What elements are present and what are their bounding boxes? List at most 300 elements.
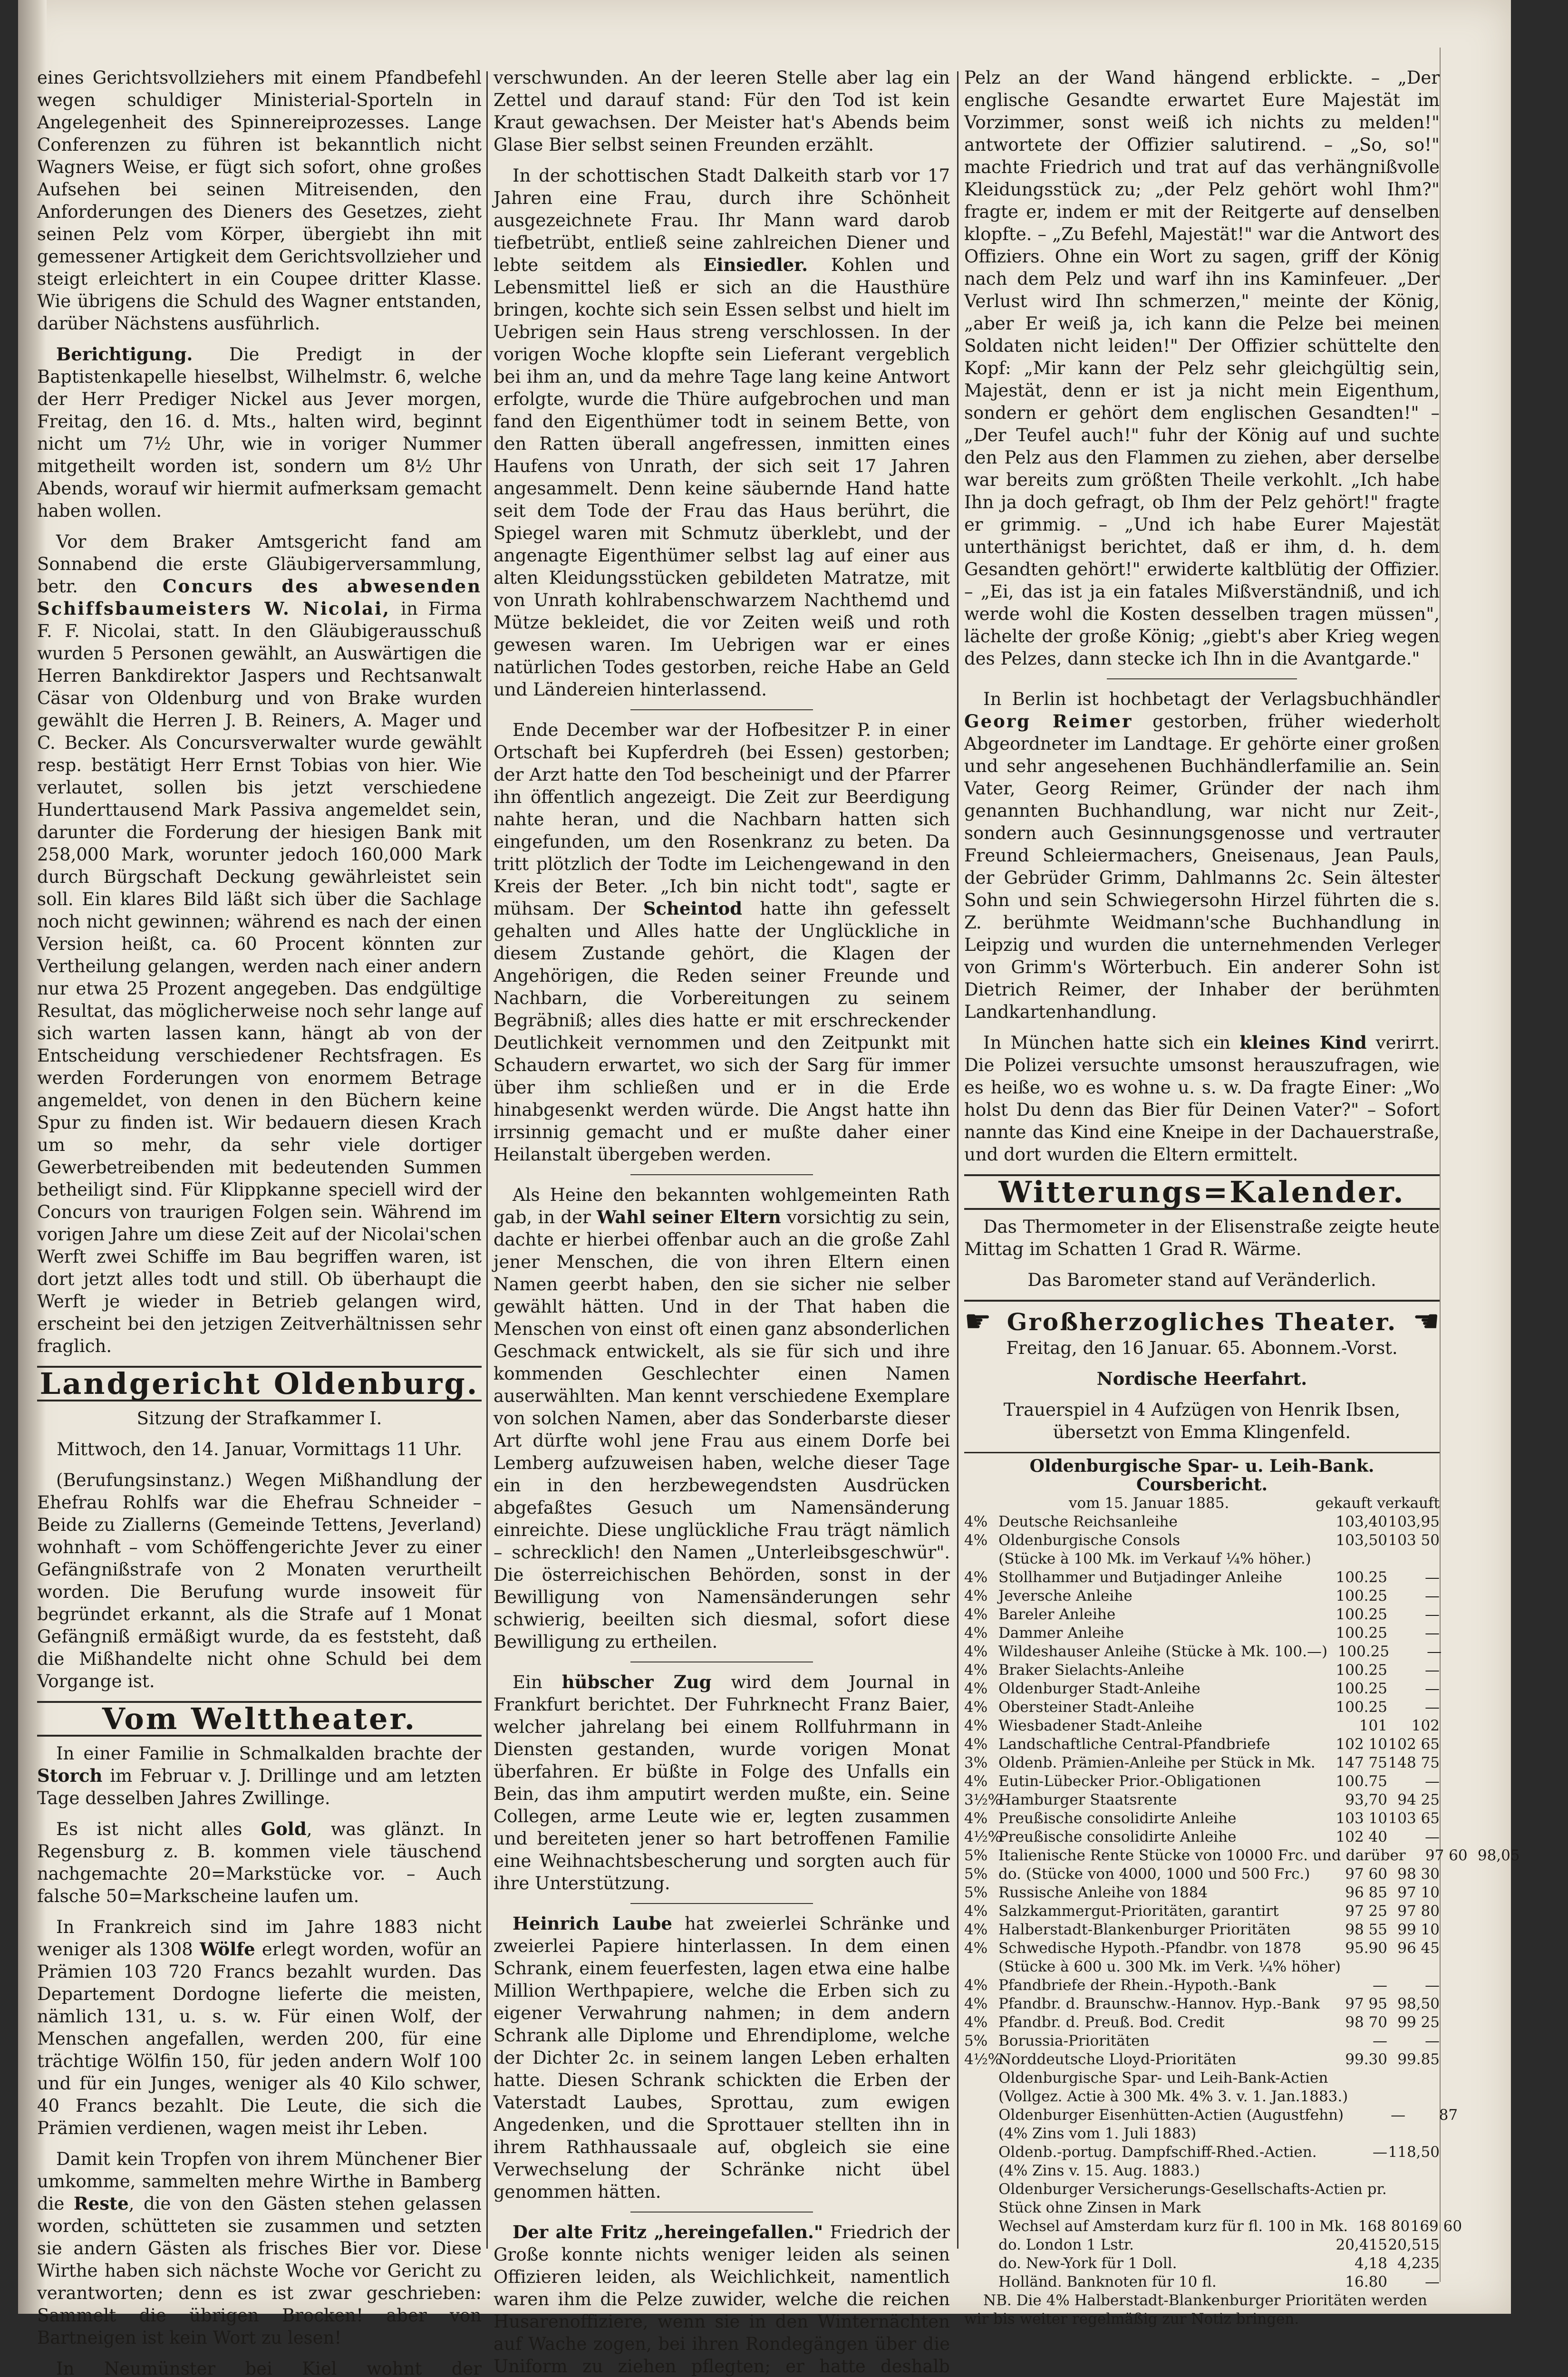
price-buy: 97 25 (1345, 1903, 1387, 1920)
pointing-hand-icon: ☛ (964, 1304, 992, 1339)
column-rule (957, 71, 958, 2249)
price-rate: 4½% (964, 2051, 1002, 2068)
price-rate: 5% (964, 1884, 988, 1901)
price-buy: — (1373, 1977, 1387, 1994)
price-sell: — (1425, 1624, 1440, 1642)
price-sell: 98 30 (1397, 1865, 1440, 1883)
price-row (964, 1884, 1440, 1902)
price-row (964, 1624, 1440, 1643)
price-sell: 118,50 (1388, 2144, 1440, 2161)
price-rate: 3½% (964, 1791, 1002, 1808)
article-bold: Der alte Fritz „hereingefallen." (513, 2222, 823, 2242)
price-buy: 102 10 (1336, 1736, 1387, 1753)
article-bold: Wölfe (199, 1939, 255, 1960)
price-row (964, 2180, 1440, 2199)
price-row (964, 2254, 1440, 2273)
price-name: Oldenburger Stadt-Anleihe (998, 1680, 1200, 1697)
price-sell: 98,50 (1397, 1995, 1440, 2012)
price-rate: 4% (964, 1513, 988, 1530)
price-name: Wiesbadener Stadt-Anleihe (998, 1717, 1202, 1734)
price-list-rows (964, 1513, 1520, 2291)
price-sell: 99.85 (1397, 2051, 1440, 2068)
price-name: Stollhammer und Butjadinger Anleihe (998, 1569, 1282, 1586)
price-list-date: vom 15. Januar 1885. (1069, 1495, 1229, 1512)
price-buy: 100.25 (1336, 1569, 1387, 1586)
price-rate: 4% (964, 1606, 988, 1623)
price-row (964, 2162, 1440, 2180)
price-buy: — (1373, 2032, 1387, 2049)
price-name: Dammer Anleihe (998, 1624, 1124, 1642)
price-name: Oldenb.-portug. Dampfschiff-Rhed.-Actien. (998, 2144, 1317, 2161)
price-sell: 97 10 (1397, 1884, 1440, 1901)
price-name: Stück ohne Zinsen in Mark (998, 2199, 1201, 2216)
article-paragraph (964, 688, 1440, 1023)
price-buy: 147 75 (1336, 1754, 1387, 1771)
price-sell (1390, 2069, 1442, 2087)
theater-play: Nordische Heerfahrt. (1096, 1368, 1307, 1389)
price-buy: 101 (1359, 1717, 1387, 1734)
price-buy (1341, 1958, 1403, 1976)
article-text: In Neumünster bei Kiel wohnt der (56, 2358, 482, 2377)
price-sell (1387, 1550, 1440, 1568)
price-rate (964, 2106, 998, 2125)
price-name: (4% Zins vom 1. Juli 1883) (998, 2125, 1197, 2142)
price-row (964, 1698, 1440, 1717)
price-name: (Stücke à 100 Mk. im Verkauf ¼% höher.) (998, 1550, 1311, 1567)
article-paragraph (494, 1184, 950, 1653)
price-row (964, 1531, 1440, 1550)
article-paragraph: (Berufungsinstanz.) Wegen Mißhandlung der Ehefrau Rohlfs war die Ehefrau Schneider – Beide zu Ziallerns (Gemeinde Tettens, Jeverland) wohnhaft – vom Schöffengerichte Jever zu einer Gefängnißstrafe von 2 Monaten verurtheilt worden. Die Berufung wurde insoweit für begründet erkannt, als die Strafe auf 1 Monat Gefängniß ermäßigt wurde, da es feststeht, daß die Mißhandelte nicht ohne Schuld bei dem Vorgange ist. (37, 1470, 482, 1691)
price-rate (964, 2162, 998, 2180)
article-paragraph (37, 2358, 482, 2377)
price-name: Landschaftliche Central-Pfandbriefe (998, 1736, 1270, 1753)
article-bold: Scheintod (643, 898, 742, 919)
article-paragraph (494, 164, 950, 701)
price-row (964, 1550, 1440, 1568)
price-rate: 4% (964, 2014, 988, 2031)
price-name: Norddeutsche Lloyd-Prioritäten (998, 2051, 1237, 2068)
article-text: Die Predigt in der Baptistenkapelle hieselbst, Wilhelmstr. 6, welche der Herr Prediger Nickel aus Jever morgen, Freitag, den 16. d. Mts., halten wird, beginnt nicht um 7½ Uhr, wie in voriger Nummer mitgetheilt worden ist, sondern um 8½ Uhr Abends, worauf wir hiermit aufmerksam gemacht haben wollen. (37, 344, 482, 521)
price-buy (1326, 2125, 1387, 2143)
column-2 (494, 67, 950, 2377)
price-list-columns: gekauft verkauft (1315, 1495, 1440, 1512)
separator-rule (630, 1903, 813, 1904)
price-sell: 102 65 (1388, 1736, 1440, 1753)
article-paragraph: eines Gerichtsvollziehers mit einem Pfandbefehl wegen schuldiger Ministerial-Sporteln in Angelegenheit des Spinnereiprozesses. Lange Conferenzen zu führen ist bekanntlich nicht Wagners Weise, er fügt sich sofort, ohne großes Aufsehen bei seinen Mitreisenden, den Anforderungen des Dieners des Gesetzes, zieht seinen Pelz vom Körper, übergiebt ihn mit gemessener Artigkeit dem Gerichtsvollzieher und steigt erleichtert in ein Coupee dritter Klasse. Wie übrigens die Schuld des Wagner entstanden, darüber Nächstens ausführlich. (37, 68, 482, 334)
price-name: Braker Sielachts-Anleihe (998, 1662, 1184, 1679)
price-sell: 94 25 (1397, 1791, 1440, 1808)
price-sell (1449, 2180, 1501, 2199)
price-name: do. (Stücke von 4000, 1000 und 500 Frc.) (998, 1865, 1310, 1883)
newspaper-page (18, 0, 1520, 2377)
price-buy: 95.90 (1345, 1940, 1387, 1957)
price-rate: 4% (964, 1699, 988, 1716)
price-sell: 103 65 (1388, 1810, 1440, 1827)
price-sell: — (1425, 2273, 1440, 2290)
price-buy: 103,40 (1336, 1513, 1387, 1530)
price-row (964, 1846, 1520, 1865)
price-buy: 97 60 (1345, 1865, 1387, 1883)
price-name: Wildeshauser Anleihe (Stücke à Mk. 100.—) (998, 1643, 1328, 1660)
price-name: Oldenburger Eisenhütten-Actien (Augustfehn) (998, 2106, 1344, 2124)
price-sell: — (1425, 1699, 1440, 1716)
price-buy: 100.25 (1336, 1699, 1387, 1716)
price-sell: — (1425, 1662, 1440, 1679)
price-row (964, 1939, 1440, 1958)
price-name: Oldenburger Versicherungs-Gesellschafts-Actien pr. (998, 2181, 1387, 2198)
article-bold: Storch (37, 1765, 103, 1786)
price-rate: 4% (964, 1940, 988, 1957)
separator-rule (630, 709, 813, 710)
article-paragraph (37, 1916, 482, 2139)
column-rule (486, 71, 488, 2249)
price-buy: 102 40 (1336, 1828, 1387, 1846)
article-text: Ende December war der Hofbesitzer P. in einer Ortschaft bei Kupferdreh (bei Essen) gestorben; der Arzt hatte den Tod bescheinigt und der Pfarrer ihn öffentlich angezeigt. Die Zeit zur Beerdigung nahte heran, und die Nachbarn hatten sich eingefunden, um den Rosenkranz zu beten. Da tritt plötzlich der Todte im Leichengewand in den Kreis der Beter. „Ich bin nicht todt", sagte er mühsam. Der (494, 720, 950, 919)
price-name: Pfandbriefe der Rhein.-Hypoth.-Bank (998, 1977, 1276, 1994)
price-list-note: NB. Die 4% Halberstadt-Blankenburger Prioritäten werden wir bis weiter regelmäßig zur Notiz bringen. (964, 2292, 1427, 2328)
price-rate (964, 1958, 998, 1976)
price-row (964, 1902, 1440, 1921)
column-3 (964, 67, 1520, 2328)
price-rate: 5% (964, 1847, 988, 1864)
price-name: Obersteiner Stadt-Anleihe (998, 1699, 1194, 1716)
price-rate: 4% (964, 1643, 988, 1660)
price-rate: 5% (964, 2032, 988, 2049)
price-row (964, 2273, 1440, 2291)
section-heading: Witterungs=Kalender. (964, 1174, 1440, 1210)
price-buy: — (1391, 2106, 1406, 2124)
price-sell: 148 75 (1388, 1754, 1440, 1771)
weather-text: Das Thermometer in der Elisenstraße zeigte heute Mittag im Schatten 1 Grad R. Wärme. (964, 1217, 1440, 1259)
price-name: Salzkammergut-Prioritäten, garantirt (998, 1903, 1279, 1920)
price-row (964, 2013, 1440, 2032)
price-name: Italienische Rente Stücke von 10000 Frc. und darüber (998, 1847, 1406, 1864)
article-bold: Wahl seiner Eltern (597, 1207, 781, 1227)
article-bold: Concurs des abwesenden Schiffsbaumeisters W. Nicolai, (37, 576, 482, 619)
price-rate: 4% (964, 1810, 988, 1827)
article-text: Damit kein Tropfen von ihrem Münchener Bier umkomme, sammelten mehre Wirthe in Bamberg die (37, 2149, 482, 2214)
article-text: Vor dem Braker Amtsgericht fand am Sonnabend die erste Gläubigerversammlung, betr. den (37, 531, 482, 597)
article-text: In Berlin ist hochbetagt der Verlagsbuchhändler (983, 689, 1440, 709)
price-sell: — (1425, 1606, 1440, 1623)
price-name: Oldenburgische Consols (998, 1532, 1181, 1549)
price-name: Oldenb. Prämien-Anleihe per Stück in Mk. (998, 1754, 1316, 1771)
price-name: do. London 1 Lstr. (998, 2236, 1134, 2253)
price-buy (1387, 2180, 1449, 2199)
price-sell: — (1425, 1587, 1440, 1604)
theater-header (964, 1306, 1440, 1337)
article-text: Ein (513, 1672, 562, 1692)
article-text: Es ist nicht alles (56, 1819, 261, 1839)
price-sell: 103 50 (1388, 1532, 1440, 1549)
price-row (964, 2217, 1462, 2236)
article-paragraph (37, 1742, 482, 1809)
price-name: Wechsel auf Amsterdam kurz für fl. 100 in Mk. (998, 2218, 1348, 2235)
price-rate: 4% (964, 1903, 988, 1920)
price-sell: 103,95 (1388, 1513, 1440, 1530)
price-name: Schwedische Hypoth.-Pfandbr. von 1878 (998, 1940, 1301, 1957)
article-lead: Berichtigung. (56, 344, 193, 365)
price-sell: 97 80 (1397, 1903, 1440, 1920)
price-buy: 100.25 (1337, 1643, 1390, 1660)
price-row (964, 1643, 1440, 1661)
price-sell: — (1425, 1828, 1440, 1846)
article-bold: Einsiedler. (703, 254, 808, 275)
price-buy: 168 80 (1358, 2218, 1410, 2235)
price-sell: 102 (1411, 1717, 1440, 1734)
price-row (964, 2125, 1440, 2143)
article-paragraph (494, 2221, 950, 2377)
price-rate (964, 2087, 998, 2106)
price-row (964, 2236, 1440, 2254)
price-sell: — (1425, 1773, 1440, 1790)
price-buy: 97 60 (1425, 1847, 1468, 1864)
price-name: Pfandbr. d. Preuß. Bod. Credit (998, 2014, 1225, 2031)
article-paragraph (964, 1032, 1440, 1166)
price-list-subheader (964, 1494, 1440, 1513)
price-row (964, 2050, 1440, 2069)
price-sell (1387, 2199, 1440, 2217)
article-bold: Reste (73, 2193, 129, 2214)
theater-notice (964, 1300, 1440, 1443)
price-rate (964, 1550, 998, 1568)
price-rate: 4% (964, 1977, 988, 1994)
price-name: Deutsche Reichsanleihe (998, 1513, 1178, 1530)
article-bold: Georg Reimer (964, 711, 1133, 732)
price-row (964, 2069, 1440, 2087)
price-row (964, 1717, 1440, 1735)
article-text: , was glänzt. In Regensburg z. B. kommen viele täuschend nachgemachte 20=Markstücke vor. – Auch falsche 50=Markscheine laufen um. (37, 1819, 482, 1906)
price-row (964, 2106, 1458, 2125)
price-row (964, 1605, 1440, 1624)
article-paragraph (37, 531, 482, 1357)
price-buy: 100.25 (1336, 1662, 1387, 1679)
price-buy (1328, 2069, 1390, 2087)
price-rate: 4% (964, 1736, 988, 1753)
article-paragraph (37, 343, 482, 522)
article-paragraph (494, 1671, 950, 1894)
price-row (964, 1661, 1440, 1680)
price-row (964, 1976, 1440, 1995)
price-name: Borussia-Prioritäten (998, 2032, 1150, 2049)
price-sell: 87 (1439, 2106, 1458, 2124)
price-row (964, 2032, 1440, 2050)
article-text: in Firma F. F. Nicolai, statt. In den Gläubigerausschuß wurden 5 Personen gewählt, an Auswärtigen die Herren Bankdirektor Jaspers und Rechtsanwalt Cäsar von Oldenburg und von Brake wurden gewählt die Herren J. B. Reiners, A. Mager und C. Becker. Als Concursverwalter wurde gewählt resp. bestätigt Herr Ernst Tobias von hier. Wie verlautet, sollen bis jetzt verschiedene Hunderttausend Mark Passiva angemeldet sein, darunter die Forderung der hiesigen Bank mit 258,000 Mark, worunter jedoch 160,000 Mark durch Bürgschaft Deckung gewährleistet sein soll. Ein klares Bild läßt sich über die Sachlage noch nicht gewinnen; während es nach der einen Version heißt, ca. 60 Procent könnten zur Vertheilung gelangen, werden nach einer andern nur etwa 25 Prozent angegeben. Das endgültige Resultat, das möglicherweise noch sehr lange auf sich warten lassen kann, hängt ab von der Entscheidung verschiedener Rechtsfragen. Es werden Forderungen von enormem Betrage angemeldet, von denen in den Büchern keine Spur zu finden ist. Wir bedauern diesen Krach um so mehr, da sehr viele dortiger Gewerbetreibenden mit bedeutenden Summen betheiligt sind. Für Klippkanne speciell wird der Concurs von traurigen Folgen sein. Während im vorigen Jahre um diese Zeit auf der Nicolai'schen Werft zwei Schiffe im Bau begriffen waren, ist dort jetzt alles todt und still. Ob überhaupt die Werft je wieder in Betrieb gelangen wird, erscheint bei den jetzigen Zeitverhältnissen sehr fraglich. (37, 599, 482, 1356)
price-rate: 3% (964, 1754, 988, 1771)
weather-text: Das Barometer stand auf Veränderlich. (1027, 1270, 1376, 1290)
article-paragraph (37, 2148, 482, 2349)
price-row (964, 1680, 1440, 1698)
article-paragraph: Pelz an der Wand hängend erblickte. – „Der englische Gesandte erwartet Eure Majestät im Vorzimmer, sonst weiß ich nichts zu melden!" antwortete der Offizier salutirend. – „So, so!" machte Friedrich und trat auf das verhängnißvolle Kleidungsstück zu; „der Pelz gehört wohl Ihm?" fragte er, indem er mit der Reitgerte auf denselben klopfte. – „Zu Befehl, Majestät!" war die Antwort des Offiziers. Ohne ein Wort zu sagen, griff der König nach dem Pelz und warf ihn ins Kaminfeuer. „Der Verlust wird Ihn schmerzen," meinte der König, „aber Er weiß ja, ich kann die Pelze bei meinen Soldaten nicht leiden!" Der Offizier schüttelte den Kopf: „Mir kann der Pelz sehr gleichgültig sein, Majestät, denn er ist ja nicht mein Eigenthum, sondern er gehört dem englischen Gesandten!" – „Der Teufel auch!" fuhr der König auf und suchte den Pelz aus den Flammen zu ziehen, aber derselbe war bereits zum größten Theile verkohlt. „Ich habe Ihn ja doch gefragt, ob Ihm der Pelz gehört!" fragte er grimmig. – „Und ich habe Eurer Majestät unterthänigst berichtet, daß er ihm, d. h. dem Gesandten gehört!" erwiderte kaltblütig der Offizier. – „Ei, das ist ja ein fatales Mißverständniß, und ich werde wohl die Kosten desselben tragen müssen", lächelte der große König; „giebt's aber Krieg wegen des Pelzes, dann stecke ich Ihn in die Avantgarde." (964, 68, 1440, 669)
price-buy: 96 85 (1345, 1884, 1387, 1901)
article-text: In der schottischen Stadt Dalkeith starb vor 17 Jahren eine Frau, durch ihre Schönheit ausgezeichnete Frau. Ihr Mann ward darob tiefbetrübt, entließ seine zahlreichen Diener und lebte seitdem als (494, 165, 950, 275)
price-sell (1410, 2087, 1462, 2106)
price-sell: 99 25 (1397, 2014, 1440, 2031)
price-rate: 4% (964, 1587, 988, 1604)
price-buy (1326, 2162, 1387, 2180)
price-sell (1387, 2125, 1440, 2143)
article-text: In Frankreich sind im Jahre 1883 nicht weniger als 1308 (37, 1917, 482, 1960)
price-list (964, 1452, 1520, 2329)
article-paragraph (494, 1913, 950, 2203)
price-buy: 20,415 (1336, 2236, 1387, 2253)
price-name: Halberstadt-Blankenburger Prioritäten (998, 1921, 1291, 1938)
section-heading: Landgericht Oldenburg. (37, 1366, 482, 1401)
price-sell (1387, 2162, 1440, 2180)
price-row (964, 1921, 1440, 1939)
article-text: gestorben, früher wiederholt Abgeordneter im Landtage. Er gehörte einer großen und sehr angesehenen Buchhändlerfamilie an. Sein Vater, Georg Reimer, Gründer der nach ihm genannten Buchhandlung, war nicht nur Zeit-, sondern auch Gesinnungsgenosse und vertrauter Freund Schleiermachers, Gneisenaus, Jean Pauls, der Gebrüder Grimm, Dahlmanns 2c. Sein ältester Sohn und sein Schwiegersohn Hirzel führten die s. Z. berühmte Weidmann'sche Buchhandlung in Leipzig und wurden die unternehmenden Verleger von Grimm's Wörterbuch. Ein anderer Sohn ist Dietrich Reimer, der Inhaber der berühmten Landkartenhandlung. (964, 711, 1440, 1022)
article-paragraph: verschwunden. An der leeren Stelle aber lag ein Zettel und darauf stand: Für den Tod ist kein Kraut gewachsen. Der Meister hat's Abends beim Glase Bier selbst seinen Freunden erzählt. (494, 68, 950, 155)
price-row (964, 2087, 1440, 2106)
court-date: Mittwoch, den 14. Januar, Vormittags 11 Uhr. (57, 1439, 462, 1459)
price-name: Jeversche Anleihe (998, 1587, 1132, 1604)
price-buy (1348, 2087, 1410, 2106)
price-buy (1326, 1550, 1387, 1568)
price-rate: 4% (964, 1773, 988, 1790)
article-bold: kleines Kind (1239, 1032, 1367, 1053)
price-rate (964, 2143, 998, 2162)
price-sell: 169 60 (1410, 2218, 1462, 2235)
price-row (964, 1587, 1440, 1605)
price-rate: 5% (964, 1865, 988, 1883)
price-sell: 4,235 (1397, 2255, 1440, 2272)
article-bold: Gold (261, 1818, 307, 1839)
article-paragraph (494, 719, 950, 1166)
price-name: Bareler Anleihe (998, 1606, 1116, 1623)
price-rate: 4% (964, 1662, 988, 1679)
price-buy: 99.30 (1345, 2051, 1387, 2068)
price-row (964, 1735, 1440, 1754)
price-rate: 4% (964, 1624, 988, 1642)
section-heading: Vom Welttheater. (37, 1701, 482, 1737)
price-rate: 4% (964, 1921, 988, 1938)
theater-description: Trauerspiel in 4 Aufzügen von Henrik Ibsen, übersetzt von Emma Klingenfeld. (1003, 1400, 1401, 1442)
theater-title: Großherzogliches Theater. (1007, 1307, 1397, 1336)
price-row (964, 2199, 1440, 2217)
price-buy: 93,70 (1345, 1791, 1387, 1808)
price-sell: 98,05 (1477, 1847, 1520, 1864)
price-rate: 4% (964, 1569, 988, 1586)
price-sell: — (1427, 1643, 1442, 1660)
price-name: Russische Anleihe von 1884 (998, 1884, 1208, 1901)
price-rate (964, 2217, 998, 2236)
price-name: (Vollgez. Actie à 300 Mk. 4% 3. v. 1. Jan.1883.) (998, 2088, 1348, 2105)
article-text: wird dem Journal in Frankfurt berichtet. Der Fuhrknecht Franz Baier, welcher jahrelang bei einem Rollfuhrmann in Diensten gestanden, wurde vorigen Monat überfahren. Er büßte in Folge des Unfalls ein Bein, das ihm amputirt werden mußte, ein. Seine Collegen, arme Leute wie er, legten zusammen und bereiteten jener so hart betroffenen Familie eine Weihnachtsbescherung und sorgten auch für ihre Unterstützung. (494, 1672, 950, 1894)
page-edge (1440, 48, 1441, 2282)
separator-rule (630, 1174, 813, 1175)
price-buy: 100.25 (1336, 1606, 1387, 1623)
article-text: , die von den Gästen stehen gelassen worden, schütteten sie zusammen und setzten sie andern Gästen als frisches Bier vor. Diese Wirthe haben sich nächste Woche vor Gericht zu verantworten; denn es ist zwar geschrieben: Sammelt die übrigen Brocken! aber von Bartneigen ist kein Wort zu lesen! (37, 2193, 482, 2348)
article-text: In München hatte sich ein (983, 1033, 1240, 1053)
price-rate: 4% (964, 1680, 988, 1697)
price-rate (964, 2199, 998, 2217)
article-text: hat zweierlei Schränke und zweierlei Papiere hinterlassen. In dem einen Schrank, einem feuerfesten, lagen etwa eine halbe Million Werthpapiere, welche die Erben sich zu eigener Verwahrung nahmen; in dem andern Schrank alle Diplome und Ehrendiplome, welche der Dichter 2c. in seinem langen Leben erhalten hatte. Diesen Schrank schickten die Erben der Vaterstadt Laubes, Sprottau, zum ewigen Angedenken, und die Sprottauer stellten ihn in ihrem Rathhaussaale auf, obgleich sie eine Verwechselung der Schränke nicht übel genommen hätten. (494, 1913, 950, 2202)
price-sell (1403, 1958, 1455, 1976)
theater-date: Freitag, den 16 Januar. 65. Abonnem.-Vorst. (1006, 1338, 1398, 1358)
price-row (964, 2143, 1440, 2162)
article-paragraph (37, 1818, 482, 1907)
price-rate (964, 2236, 998, 2254)
price-name: Holländ. Banknoten für 10 fl. (998, 2273, 1217, 2290)
separator-rule (630, 2212, 813, 2213)
price-buy: 98 55 (1345, 1921, 1387, 1938)
price-buy: 97 95 (1345, 1995, 1387, 2012)
price-name: Eutin-Lübecker Prior.-Obligationen (998, 1773, 1261, 1790)
article-bold: Heinrich Laube (513, 1913, 672, 1934)
price-sell: — (1425, 1569, 1440, 1586)
pointing-hand-icon: ☛ (1412, 1304, 1440, 1339)
price-sell: 96 45 (1397, 1940, 1440, 1957)
article-text: erlegt worden, wofür an Prämien 103 720 Francs bezahlt wurden. Das Departement Dordogne lieferte die meisten, nämlich 131, u. s. w. Für einen Wolf, der Menschen angefallen, werden 200, für eine trächtige Wölfin 150, für jeden andern Wolf 100 und für ein Junges, weniger als 40 Kilo schwer, 40 Francs bezahlt. Die Leute, die sich die Prämien verdienen, wagen meist ihr Leben. (37, 1939, 482, 2138)
price-row (964, 1513, 1440, 1531)
price-rate: 4% (964, 1995, 988, 2012)
price-row (964, 1958, 1440, 1976)
price-sell: 20,515 (1388, 2236, 1440, 2253)
price-buy: — (1373, 2144, 1387, 2161)
article-text: Friedrich der Große konnte nichts weniger leiden als seinen Offizieren leiden, als Weichlichkeit, namentlich waren ihm die Pelze zuwider, welche die reichen Husarenoffiziere, wenn sie in den Winternächten auf Wache zogen, bei ihren Rondegängen über die Uniform zu ziehen pflegten; er hatte deshalb (494, 2222, 950, 2377)
article-text: im Februar v. J. Drillinge und am letzten Tage desselben Jahres Zwillinge. (37, 1766, 482, 1808)
price-buy: 100.75 (1336, 1773, 1387, 1790)
price-sell: — (1425, 2032, 1440, 2049)
price-buy: 103 10 (1336, 1810, 1387, 1827)
price-rate (964, 2069, 998, 2087)
price-rate (964, 2180, 998, 2199)
price-buy (1326, 2199, 1387, 2217)
price-buy: 100.25 (1336, 1587, 1387, 1604)
price-rate: 4% (964, 1532, 988, 1549)
article-text: Kohlen und Lebensmittel ließ er sich an die Hausthüre bringen, kochte sich sein Essen selbst und hielt im Uebrigen sein Haus streng verschlossen. In der vorigen Woche klopfte sein Lieferant vergeblich bei ihm an, und da mehre Tage lang keine Antwort erfolgte, wurde die Thüre aufgebrochen und man fand den Eigenthümer todt in seinem Bette, von den Ratten überall angefressen, inmitten eines Haufens von Unrath, der sich seit 17 Jahren angesammelt. Denn keine säubernde Hand hatte seit dem Tode der Frau das Haus berührt, die Spiegel waren mit Schmutz überklebt, und der angenagte Eigenthümer selbst lag auf einer aus alten Kleidungsstücken gebildeten Matratze, mit von Unrath kohlrabenschwarzem Nachthemd und Mütze bekleidet, die vor Zeiten weiß und roth gewesen waren. Im Uebrigen war er eines natürlichen Todes gestorben, reiche Habe an Geld und Ländereien hinterlassend. (494, 255, 950, 700)
price-sell: — (1425, 1680, 1440, 1697)
price-buy: 16.80 (1345, 2273, 1387, 2290)
price-buy: 100.25 (1336, 1680, 1387, 1697)
price-list-title: Oldenburgische Spar- u. Leih-Bank. Coursbericht. (964, 1452, 1440, 1494)
price-buy: 100.25 (1336, 1624, 1387, 1642)
price-name: Hamburger Staatsrente (998, 1791, 1177, 1808)
court-session: Sitzung der Strafkammer I. (136, 1408, 382, 1429)
price-row (964, 1772, 1440, 1791)
price-rate (964, 2125, 998, 2143)
price-sell: 99 10 (1397, 1921, 1440, 1938)
price-row (964, 1791, 1440, 1809)
article-text: hatte ihn gefesselt gehalten und Alles hatte der Unglückliche in diesem Zustande gehört, die Klagen der Angehörigen, die Reden seiner Freunde und Nachbarn, die Vorbereitungen zu seinem Begräbniß; alles dies hatte er mit erschreckender Deutlichkeit vernommen und den Zeitpunkt mit Schaudern erwartet, wo sich der Sarg für immer über ihm schließen und er in die Erde hinabgesenkt werden würde. Die Angst hatte ihn irrsinnig gemacht und er mußte daher einer Heilanstalt übergeben werden. (494, 899, 950, 1165)
price-name: Preußische consolidirte Anleihe (998, 1828, 1237, 1846)
price-name: Oldenburgische Spar- und Leih-Bank-Actien (998, 2069, 1328, 2087)
price-row (964, 1568, 1440, 1587)
article-text: vorsichtig zu sein, dachte er hierbei offenbar auch an die große Zahl jener Menschen, die von ihren Eltern einen Namen geerbt haben, den sie sicher nie selber gewählt hätten. Und in der That haben die Menschen von einst oft einen ganz absonderlichen Geschmack entwickelt, als sie für sich und ihre kommenden Geschlechter einen Namen auserwählten. Man kennt verschiedene Exemplare von solchen Namen, aber das Sonderbarste dieser Art dürfte wohl jene Frau aus einem Dorfe bei Lemberg aufzuweisen haben, welche dieser Tage ein in den herzbewegendsten Ausdrücken abgefaßtes Gesuch um Namensänderung einreichte. Diese unglückliche Frau trägt nämlich – schrecklich! den Namen „Unterleibsgeschwür". Die österreichischen Behörden, sonst in der Bewilligung von Namensänderungen sehr schwierig, beeilten sich diesmal, sofort diese Bewilligung zu ertheilen. (494, 1207, 950, 1652)
price-row (964, 1828, 1440, 1846)
article-text: Als Heine den bekannten wohlgemeinten Rath gab, in der (494, 1185, 950, 1227)
separator-rule (1107, 678, 1297, 679)
price-rate (964, 2273, 998, 2291)
price-row (964, 1995, 1440, 2013)
column-1 (37, 67, 482, 2377)
price-name: Pfandbr. d. Braunschw.-Hannov. Hyp.-Bank (998, 1995, 1320, 2012)
article-bold: hübscher Zug (561, 1672, 712, 1692)
price-rate: 4% (964, 1717, 988, 1734)
price-name: Preußische consolidirte Anleihe (998, 1810, 1237, 1827)
price-row (964, 1809, 1440, 1828)
price-name: (Stücke à 600 u. 300 Mk. im Verk. ¼% höher) (998, 1958, 1341, 1975)
price-row (964, 1865, 1440, 1884)
price-rate: 4½% (964, 1828, 1002, 1846)
article-text: In einer Familie in Schmalkalden brachte der (56, 1743, 482, 1764)
price-name: do. New-York für 1 Doll. (998, 2255, 1177, 2272)
price-name: (4% Zins v. 15. Aug. 1883.) (998, 2162, 1200, 2179)
price-buy: 98 70 (1345, 2014, 1387, 2031)
price-row (964, 1754, 1440, 1772)
price-rate (964, 2254, 998, 2273)
article-text: verirrt. Die Polizei versuchte umsonst herauszufragen, wie es heiße, wo es wohne u. s. w. Da fragte Einer: „Wo holst Du denn das Bier für Deinen Vater?" – Sofort nannte das Kind eine Kneipe in der Dachauerstraße, und dort wurden die Eltern ermittelt. (964, 1033, 1440, 1165)
